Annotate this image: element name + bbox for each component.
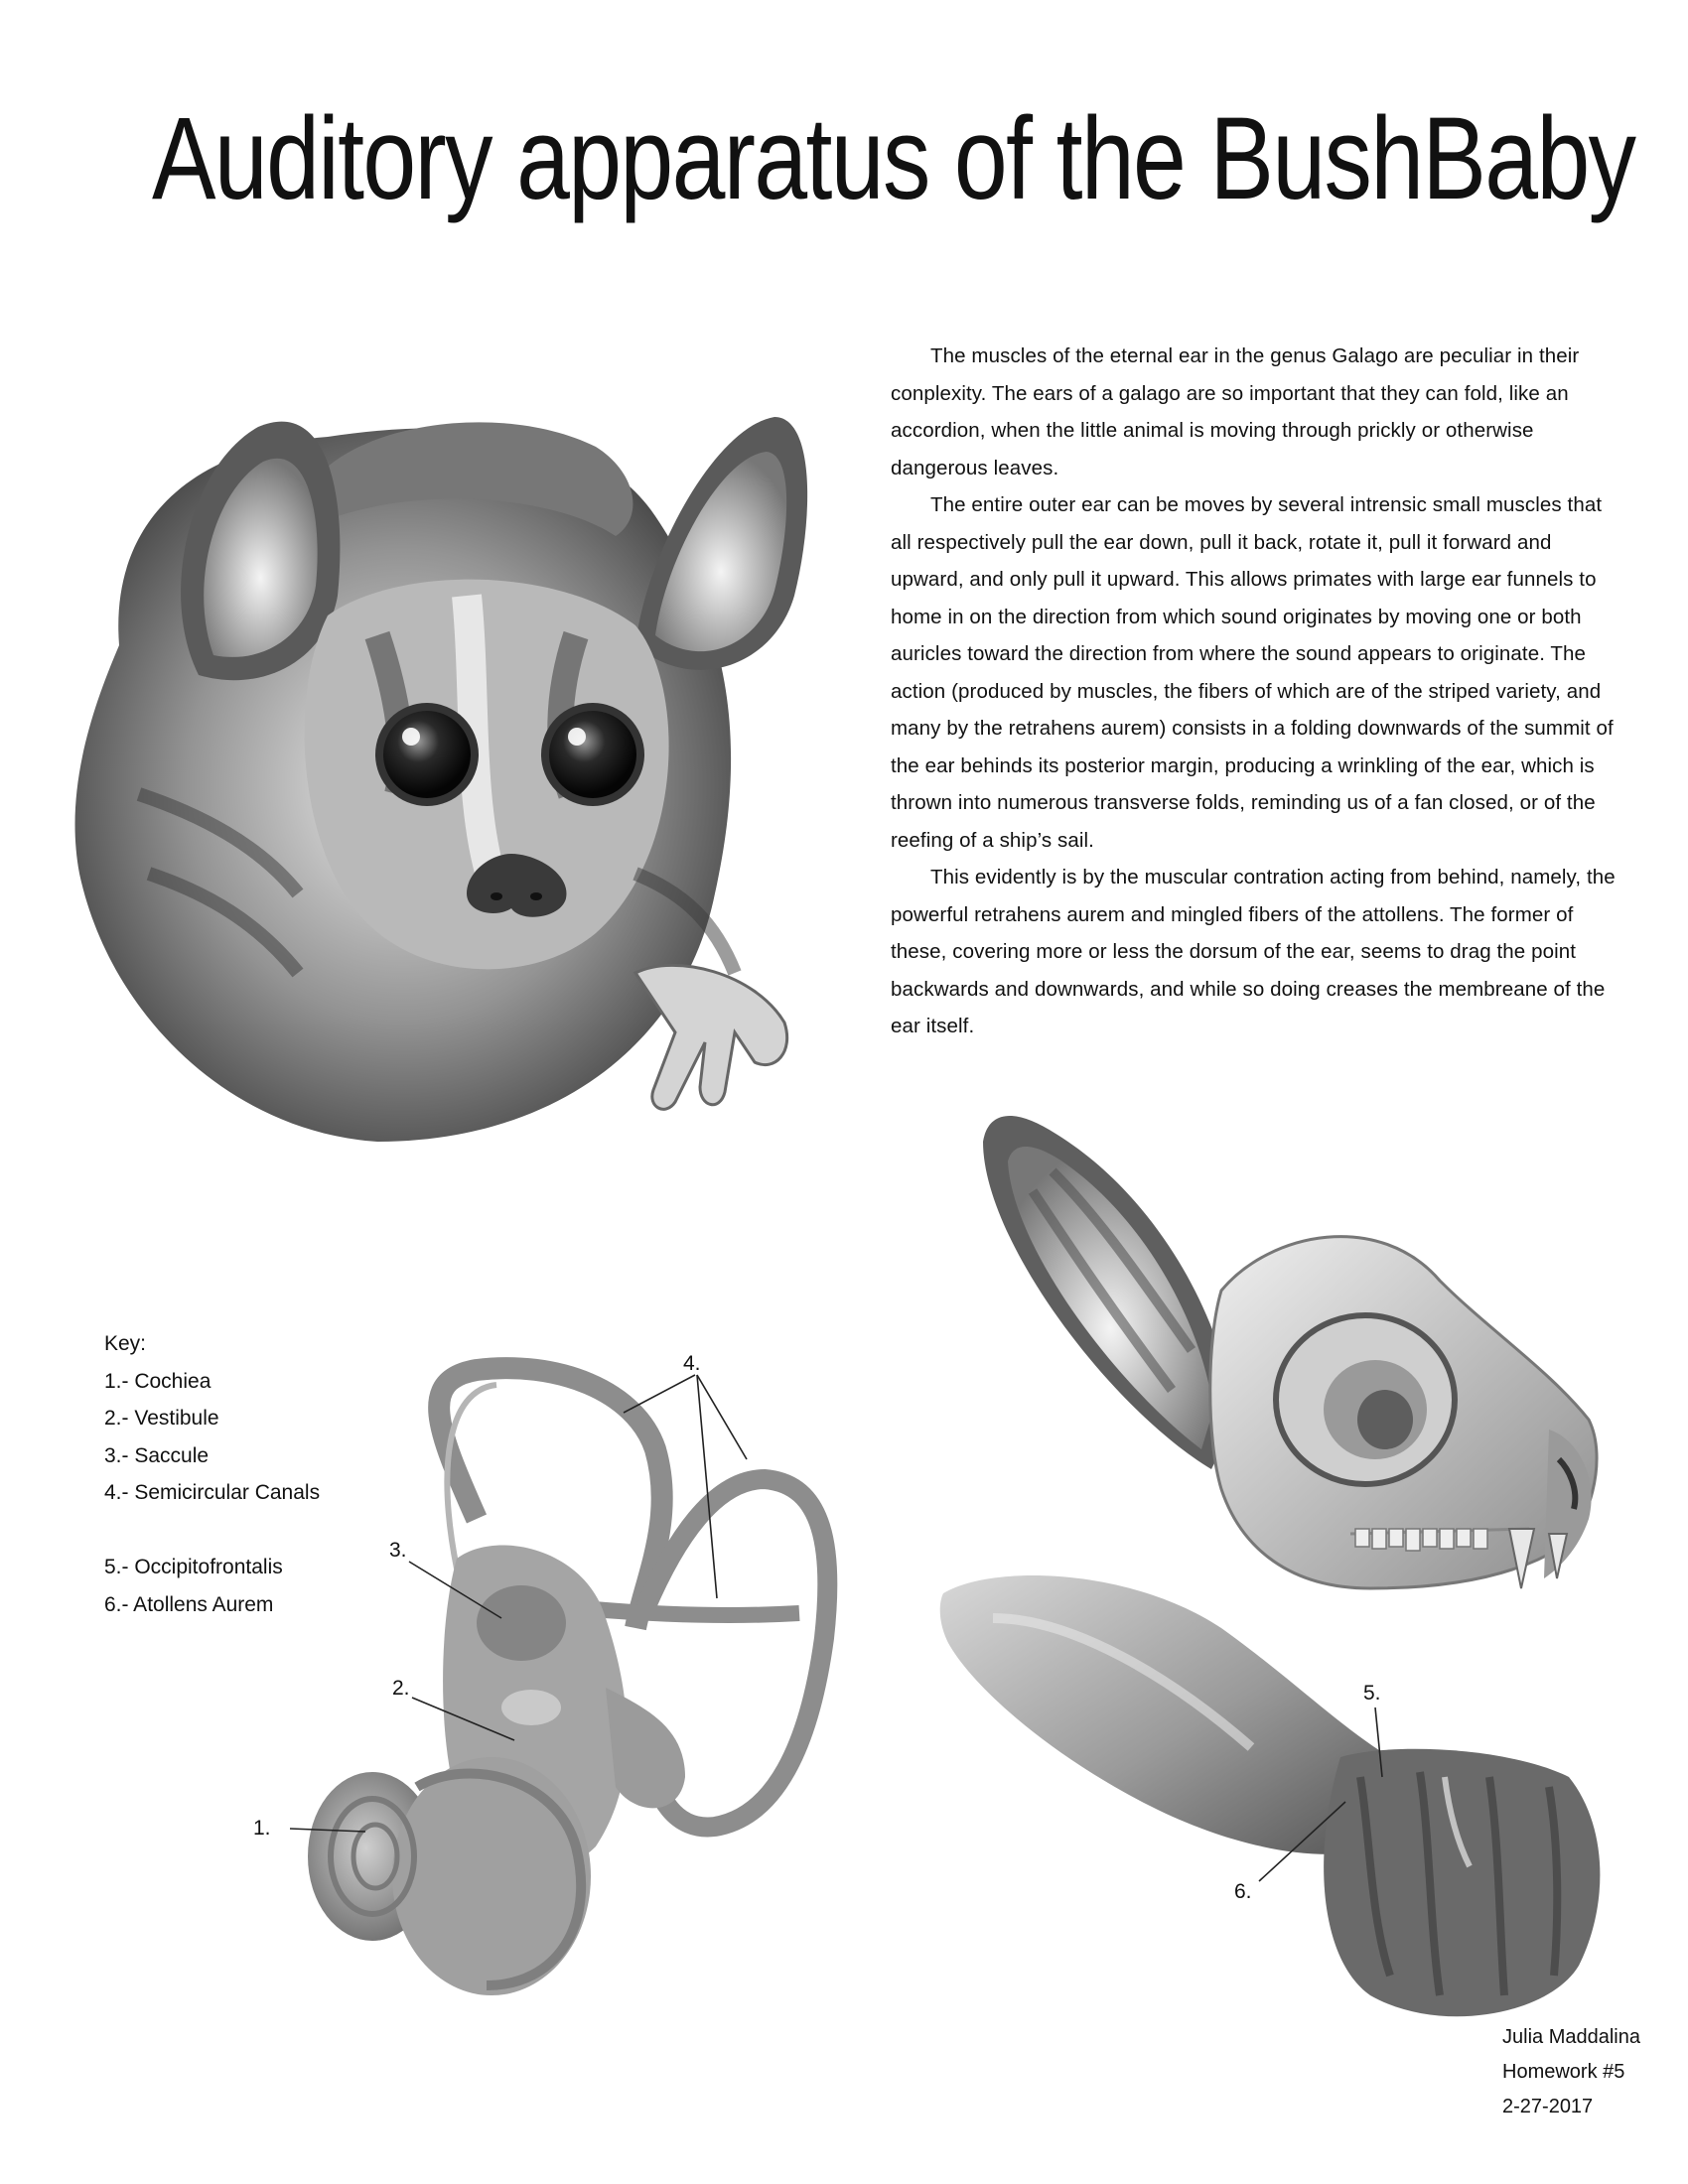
page-title: Auditory apparatus of the BushBaby [152,93,1635,224]
label-1: 1. [253,1817,271,1840]
assignment-date: 2-27-2017 [1502,2096,1594,2117]
key-legend [104,1325,402,1623]
paragraph-2: The entire outer ear can be moves by several intrensic small muscles that all respectively pull the ear down, pull it back, rotate it, pull it forward and upward, and only pull it upward. This allows primates with large ear funnels to home in on the direction from which sound originates by moving one or both auricles toward the direction from where the sound appears to originate. The action (produced by muscles, the fibers of which are of the striped variety, and many by the retrahens aurem) consists in a folding downwards of the summit of the ear behinds its posterior margin, producing a wrinkling of the ear, which is thrown into numerous transverse folds, reminding us of a fan closed, or of the reefing of a ship’s sail. [891,493,1614,852]
credits [1502,2020,1681,2124]
label-2: 2. [392,1677,410,1700]
key-heading: Key: [104,1332,147,1355]
label-5: 5. [1363,1682,1381,1705]
bushbaby-portrait [75,417,808,1142]
key-item-semicircular-canals: 4.- Semicircular Canals [104,1481,321,1504]
key-item-saccule: 3.- Saccule [104,1443,210,1467]
label-4: 4. [683,1352,701,1375]
key-item-occipitofrontalis: 5.- Occipitofrontalis [104,1556,283,1578]
key-item-atollens-aurem: 6.- Atollens Aurem [104,1592,274,1616]
author-name: Julia Maddalina [1502,2026,1640,2048]
key-item-cochlea: 1.- Cochiea [104,1369,211,1393]
assignment-name: Homework #5 [1502,2061,1625,2083]
paragraph-1: The muscles of the eternal ear in the genus Galago are peculiar in their conplexity. The ears of a galago are so important that they can fold, like an accordion, when the little animal is moving through prickly or otherwise dangerous leaves. [891,344,1580,479]
label-3: 3. [389,1539,407,1562]
key-item-vestibule: 2.- Vestibule [104,1407,219,1430]
ear-muscle-drawing [940,1575,1601,2016]
skull-with-ear-drawing [983,1116,1597,1588]
label-6: 6. [1234,1880,1252,1903]
paragraph-3: This evidently is by the muscular contration acting from behind, namely, the powerful retrahens aurem and mingled fibers of the attollens. The former of these, covering more or less the dorsum of the ear, seems to drag the point backwards and downwards, and while so doing creases the membreane of the ear itself. [891,866,1616,1037]
